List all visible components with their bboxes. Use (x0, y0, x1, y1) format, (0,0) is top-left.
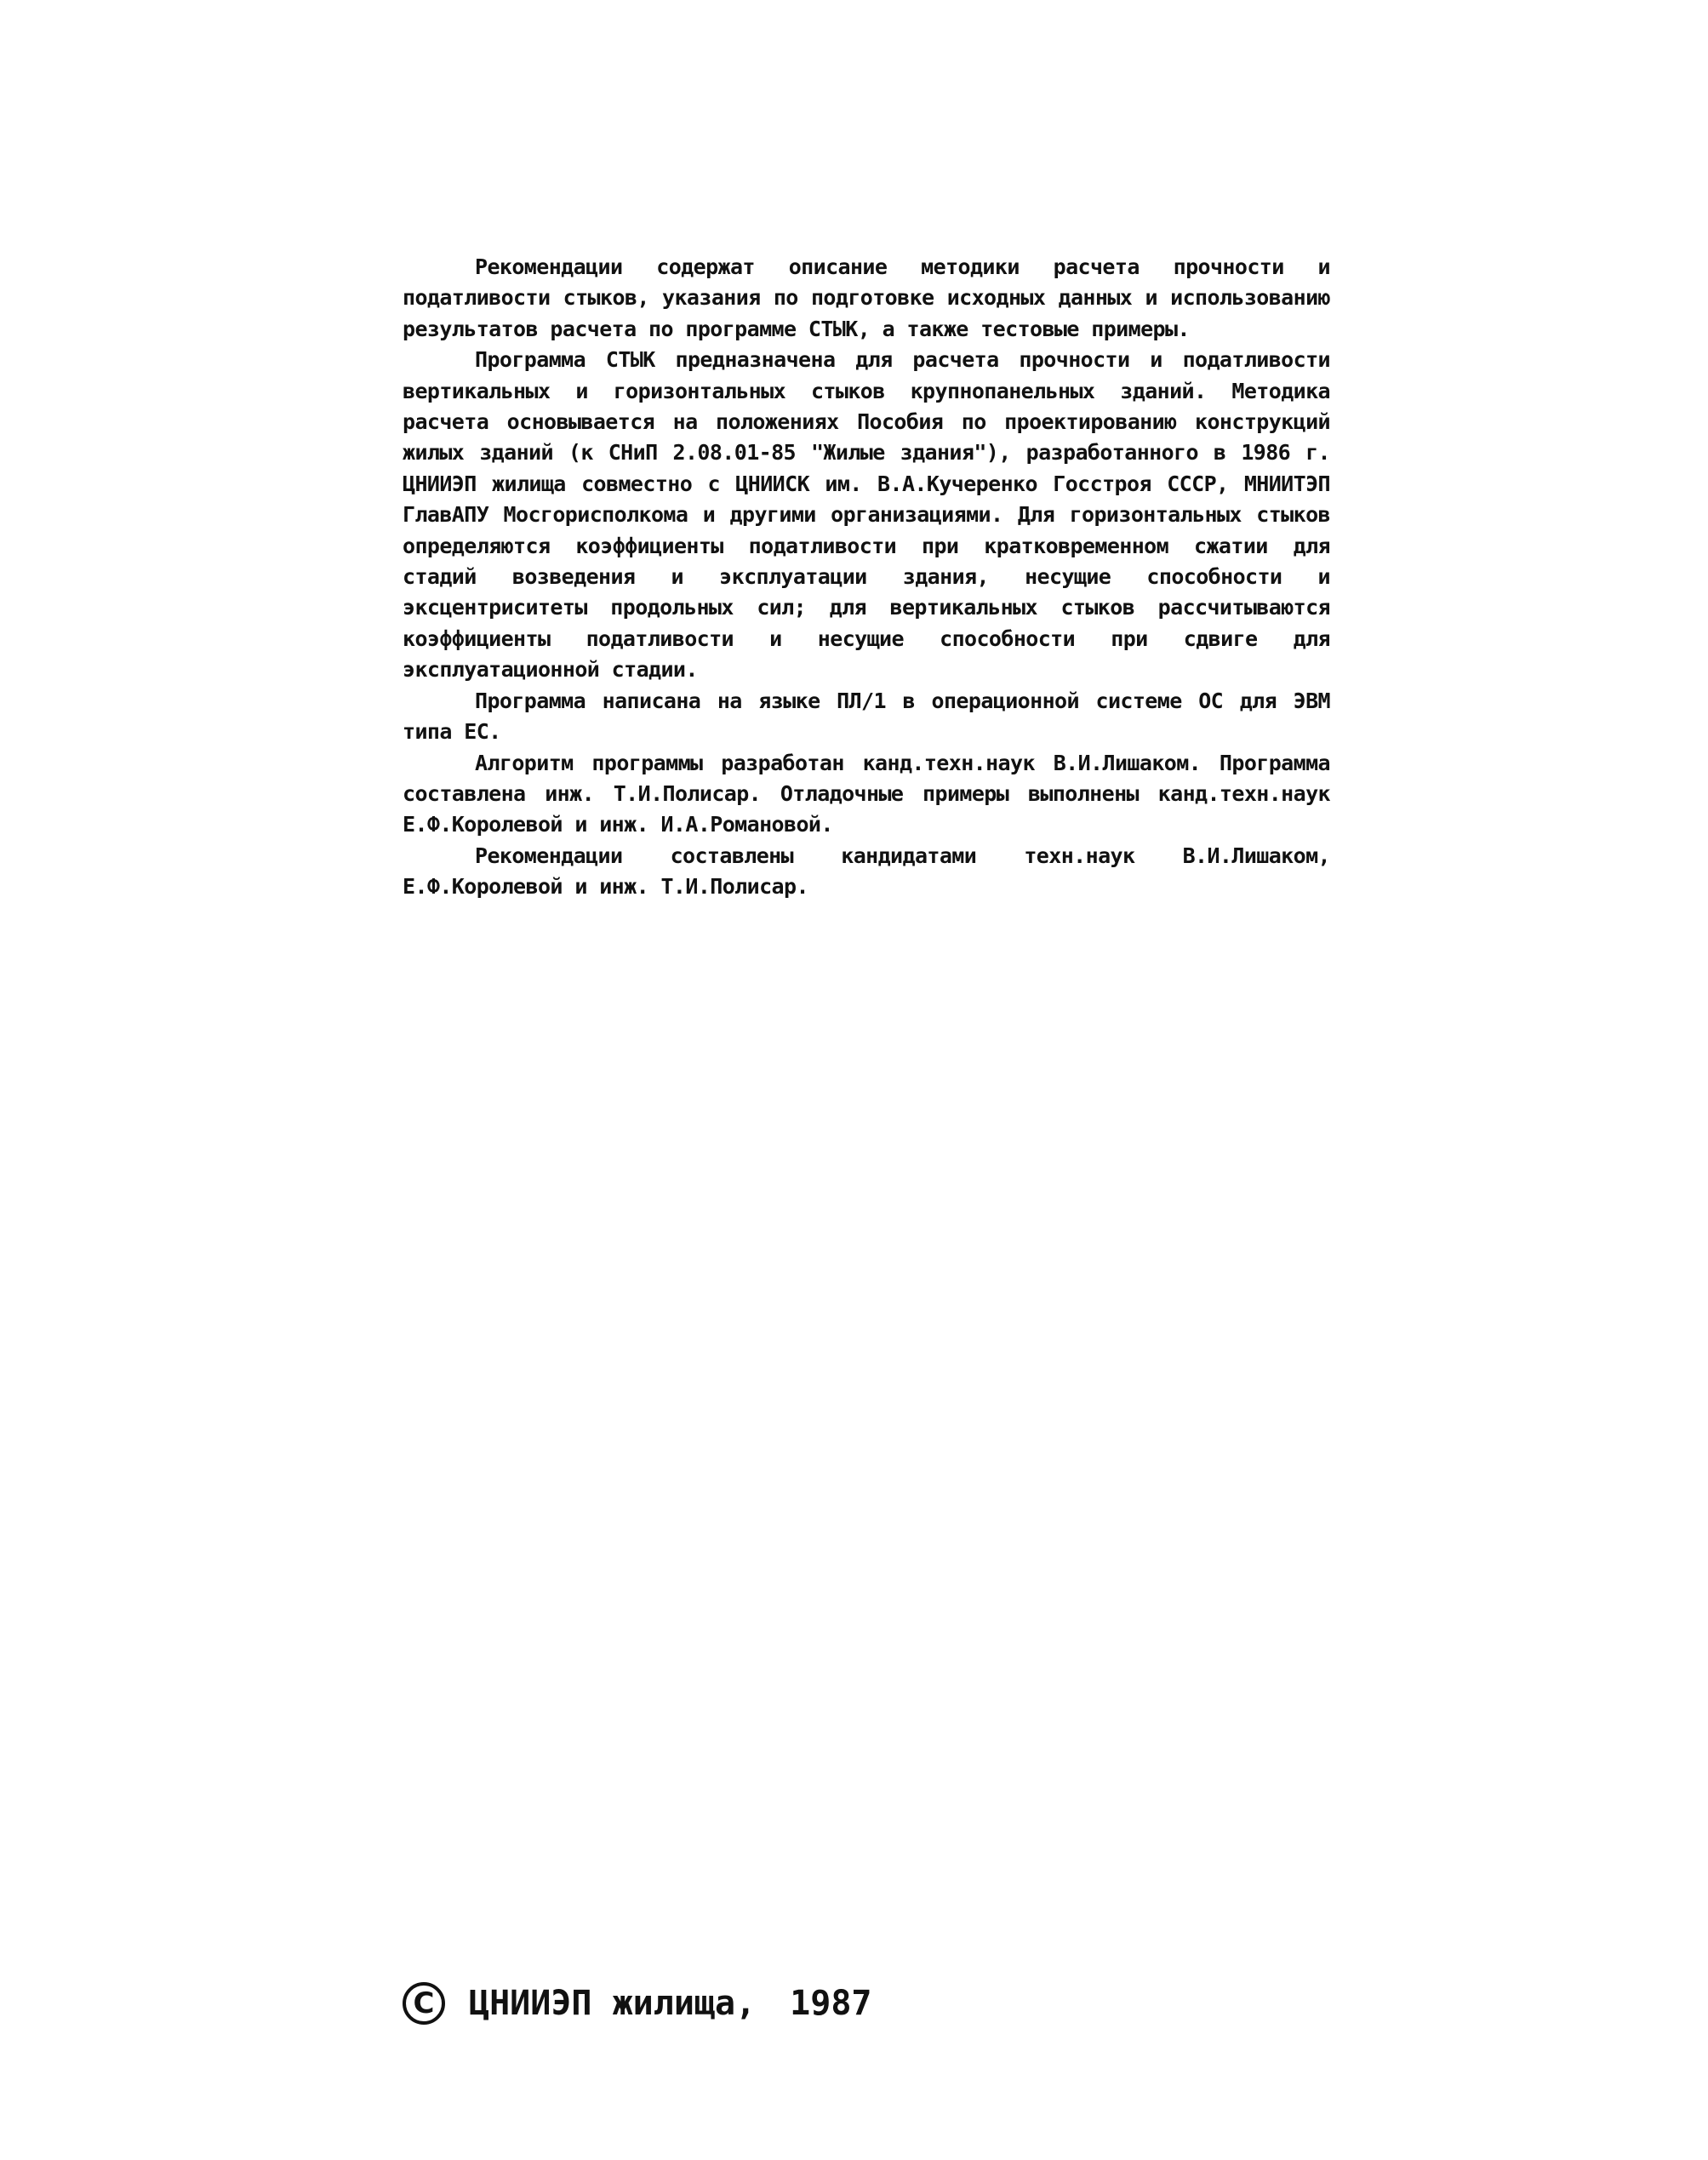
paragraph-1: Рекомендации содержат описание методики расчета прочности и податливости стыков, указания по подготовке исходных данных и использованию результатов расчета по программе СТЫК, а также тестовые примеры. (403, 254, 1330, 341)
paragraph-5: Рекомендации составлены кандидатами техн.наук В.И.Лишаком, Е.Ф.Королевой и инж. Т.И.Полисар. (403, 843, 1330, 900)
paragraph-4: Алгоритм программы разработан канд.техн.наук В.И.Лишаком. Программа составлена инж. Т.И.Полисар. Отладочные примеры выполнены канд.техн.наук Е.Ф.Королевой и инж. И.А.Романовой. (403, 750, 1330, 837)
paragraph-2: Программа СТЫК предназначена для расчета прочности и податливости вертикальных и горизонтальных стыков крупнопанельных зданий. Методика расчета основывается на положениях Пособия по проектированию конструкций жилых зданий (к СНиП 2.08.01-85 "Жилые здания"), разработанного в 1986 г. ЦНИИЭП жилища совместно с ЦНИИСК им. В.А.Кучеренко Госстроя СССР, МНИИТЭП ГлавАПУ Мосгорисполкома и другими организациями. Для горизонтальных стыков определяются коэффициенты податливости при кратковременном сжатии для стадий возведения и эксплуатации здания, несущие способности и эксцентриситеты продольных сил; для вертикальных стыков рассчитываются коэффициенты податливости и несущие способности при сдвиге для эксплуатационной стадии. (403, 347, 1330, 683)
copyright-organization: ЦНИИЭП жилища, (469, 1984, 757, 2023)
copyright-year: 1987 (790, 1984, 872, 2023)
paragraph-3: Программа написана на языке ПЛ/1 в операционной системе ОС для ЭВМ типа ЕС. (403, 688, 1330, 745)
annotation-text (403, 252, 1330, 903)
copyright-line (403, 1978, 871, 2029)
copyright-icon: C (403, 1982, 445, 2025)
